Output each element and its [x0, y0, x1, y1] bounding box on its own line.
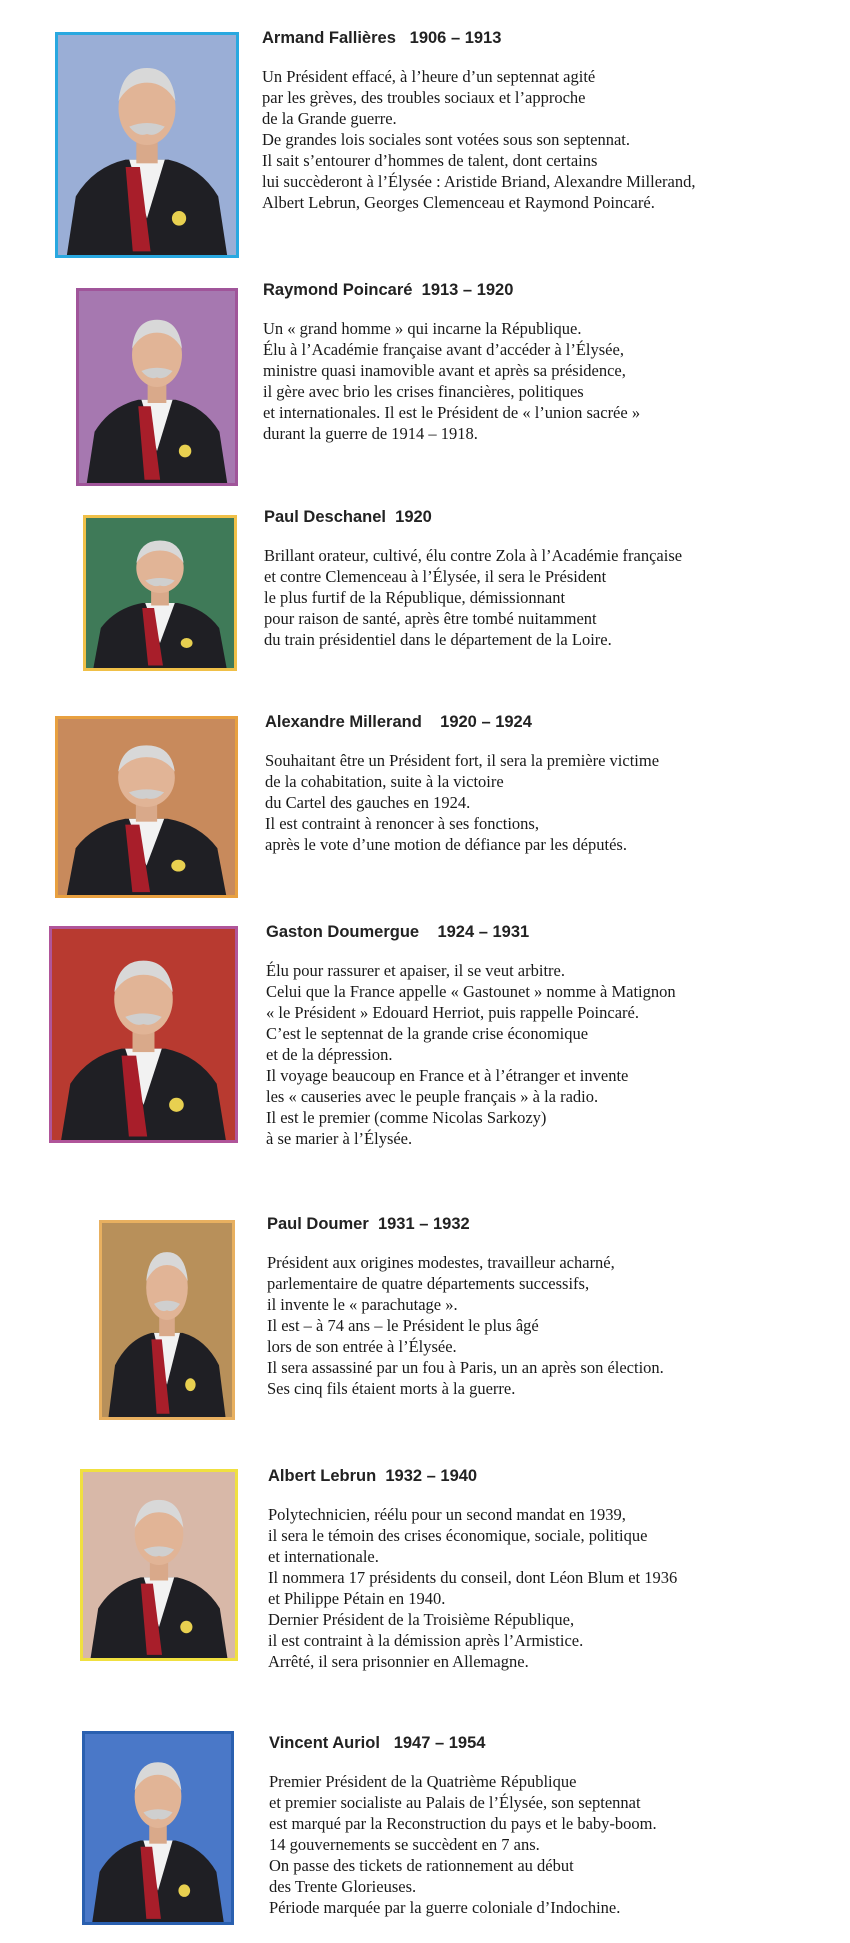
description-line: ministre quasi inamovible avant et après sa présidence, — [263, 361, 626, 380]
entry-title — [266, 922, 676, 942]
entry-description — [267, 1252, 664, 1399]
term-years: 1906 – 1913 — [409, 29, 502, 47]
description-line: Un « grand homme » qui incarne la République. — [263, 319, 582, 338]
president-name: Gaston Doumergue — [266, 923, 420, 941]
president-name: Raymond Poincaré — [263, 281, 413, 299]
description-line: il gère avec brio les crises financières, politiques — [263, 382, 584, 401]
entry-title — [263, 280, 640, 300]
entry-title — [268, 1466, 677, 1486]
description-line: Il est le premier (comme Nicolas Sarkozy) — [266, 1108, 547, 1127]
term-years: 1947 – 1954 — [393, 1734, 486, 1752]
description-line: parlementaire de quatre départements successifs, — [267, 1274, 590, 1293]
description-line: Il nommera 17 présidents du conseil, dont Léon Blum et 1936 — [268, 1568, 678, 1587]
description-line: du train présidentiel dans le département de la Loire. — [264, 630, 612, 649]
description-line: Il voyage beaucoup en France et à l’étranger et invente — [266, 1066, 629, 1085]
president-name: Paul Doumer — [267, 1215, 369, 1233]
portrait-illustration — [58, 719, 235, 895]
description-line: des Trente Glorieuses. — [269, 1877, 417, 1896]
entry-description — [262, 66, 695, 213]
description-line: par les grèves, des troubles sociaux et l’approche — [262, 88, 586, 107]
description-line: Brillant orateur, cultivé, élu contre Zola à l’Académie française — [264, 546, 683, 565]
description-line: lors de son entrée à l’Élysée. — [267, 1337, 457, 1356]
description-line: et internationales. Il est le Président de « l’union sacrée » — [263, 403, 641, 422]
term-years: 1920 — [395, 508, 432, 526]
portrait-illustration — [79, 291, 235, 483]
description-line: il invente le « parachutage ». — [267, 1295, 458, 1314]
description-line: Albert Lebrun, Georges Clemenceau et Raymond Poincaré. — [262, 193, 655, 212]
description-line: Élu pour rassurer et apaiser, il se veut arbitre. — [266, 961, 565, 980]
description-line: il est contraint à la démission après l’Armistice. — [268, 1631, 584, 1650]
description-line: Arrêté, il sera prisonnier en Allemagne. — [268, 1652, 529, 1671]
entry-description — [265, 750, 659, 855]
description-line: le plus furtif de la République, démissionnant — [264, 588, 566, 607]
portrait-illustration — [52, 929, 235, 1140]
description-line: Il sait s’entourer d’hommes de talent, dont certains — [262, 151, 598, 170]
description-line: Président aux origines modestes, travailleur acharné, — [267, 1253, 615, 1272]
description-line: « le Président » Edouard Herriot, puis rappelle Poincaré. — [266, 1003, 639, 1022]
description-line: et internationale. — [268, 1547, 379, 1566]
entry-description — [268, 1504, 677, 1672]
portrait-illustration — [85, 1734, 231, 1922]
description-line: à se marier à l’Élysée. — [266, 1129, 413, 1148]
president-name: Armand Fallières — [262, 29, 396, 47]
portrait-illustration — [58, 35, 236, 255]
description-line: On passe des tickets de rationnement au début — [269, 1856, 574, 1875]
description-line: et de la dépression. — [266, 1045, 393, 1064]
entry-description — [266, 960, 676, 1149]
description-line: du Cartel des gauches en 1924. — [265, 793, 471, 812]
description-line: et Philippe Pétain en 1940. — [268, 1589, 446, 1608]
president-name: Paul Deschanel — [264, 508, 386, 526]
description-line: et premier socialiste au Palais de l’Élysée, son septennat — [269, 1793, 641, 1812]
description-line: les « causeries avec le peuple français » à la radio. — [266, 1087, 599, 1106]
description-line: Premier Président de la Quatrième République — [269, 1772, 577, 1791]
description-line: 14 gouvernements se succèdent en 7 ans. — [269, 1835, 540, 1854]
term-years: 1932 – 1940 — [385, 1467, 478, 1485]
entry-title — [264, 507, 682, 527]
description-line: Souhaitant être un Président fort, il sera la première victime — [265, 751, 660, 770]
term-years: 1931 – 1932 — [377, 1215, 470, 1233]
description-line: Période marquée par la guerre coloniale d’Indochine. — [269, 1898, 621, 1917]
portrait-illustration — [86, 518, 234, 668]
term-years: 1913 – 1920 — [421, 281, 514, 299]
entry-title — [262, 28, 695, 48]
description-line: Polytechnicien, réélu pour un second mandat en 1939, — [268, 1505, 626, 1524]
president-name: Vincent Auriol — [269, 1734, 380, 1752]
description-line: Dernier Président de la Troisième République, — [268, 1610, 575, 1629]
term-years: 1920 – 1924 — [440, 713, 532, 731]
description-line: Un Président effacé, à l’heure d’un septennat agité — [262, 67, 596, 86]
description-line: durant la guerre de 1914 – 1918. — [263, 424, 478, 443]
description-line: et contre Clemenceau à l’Élysée, il sera le Président — [264, 567, 607, 586]
portrait-albert-lebrun — [80, 1469, 238, 1661]
description-line: C’est le septennat de la grande crise économique — [266, 1024, 589, 1043]
description-line: il sera le témoin des crises économique, sociale, politique — [268, 1526, 648, 1545]
portrait-illustration — [102, 1223, 232, 1417]
entry-title — [265, 712, 659, 732]
portrait-illustration — [83, 1472, 235, 1658]
description-line: pour raison de santé, après être tombé nuitamment — [264, 609, 597, 628]
description-line: Celui que la France appelle « Gastounet » nomme à Matignon — [266, 982, 676, 1001]
description-line: Il est – à 74 ans – le Président le plus âgé — [267, 1316, 539, 1335]
description-line: de la Grande guerre. — [262, 109, 397, 128]
entry-title — [267, 1214, 664, 1234]
description-line: après le vote d’une motion de défiance par les députés. — [265, 835, 627, 854]
portrait-vincent-auriol — [82, 1731, 234, 1925]
description-line: Élu à l’Académie française avant d’accéder à l’Élysée, — [263, 340, 624, 359]
entry-description — [264, 545, 682, 650]
entry-title — [269, 1733, 657, 1753]
description-line: Il est contraint à renoncer à ses fonctions, — [265, 814, 539, 833]
portrait-gaston-doumergue — [49, 926, 238, 1143]
entry-description — [263, 318, 640, 444]
president-name: Alexandre Millerand — [265, 713, 422, 731]
portrait-paul-doumer — [99, 1220, 235, 1420]
portrait-paul-deschanel — [83, 515, 237, 671]
description-line: De grandes lois sociales sont votées sous son septennat. — [262, 130, 630, 149]
portrait-alexandre-millerand — [55, 716, 238, 898]
description-line: Ses cinq fils étaient morts à la guerre. — [267, 1379, 516, 1398]
portrait-raymond-poincare — [76, 288, 238, 486]
term-years: 1924 – 1931 — [437, 923, 530, 941]
entry-description — [269, 1771, 657, 1918]
description-line: lui succèderont à l’Élysée : Aristide Briand, Alexandre Millerand, — [262, 172, 696, 191]
president-name: Albert Lebrun — [268, 1467, 377, 1485]
description-line: de la cohabitation, suite à la victoire — [265, 772, 504, 791]
description-line: Il sera assassiné par un fou à Paris, un an après son élection. — [267, 1358, 664, 1377]
description-line: est marqué par la Reconstruction du pays et le baby-boom. — [269, 1814, 657, 1833]
portrait-armand-fallieres — [55, 32, 239, 258]
